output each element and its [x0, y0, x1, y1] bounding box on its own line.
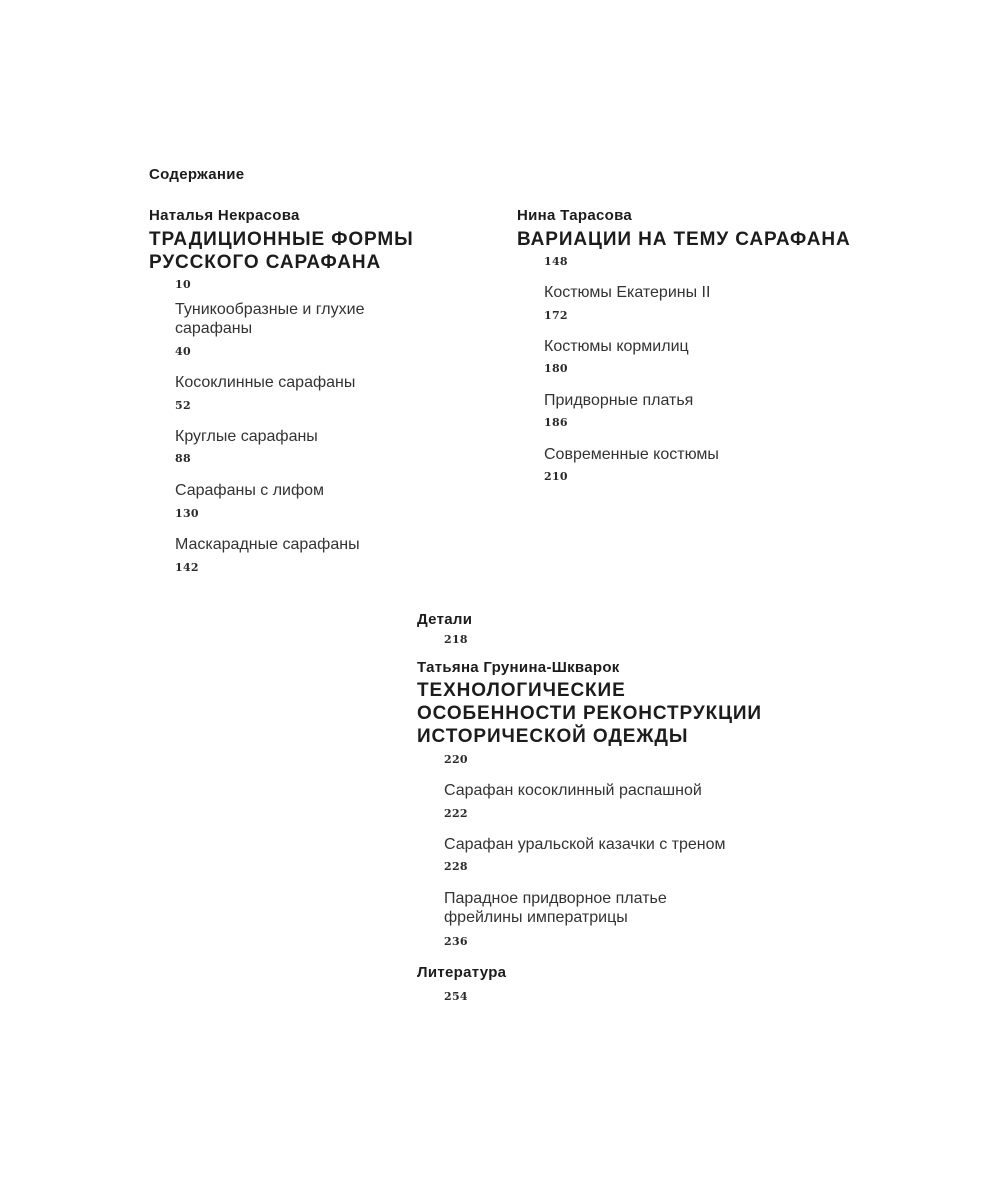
section3-title[interactable]	[417, 679, 762, 748]
section2-author: Нина Тарасова	[517, 207, 633, 224]
toc-entry-page-number: 130	[175, 507, 199, 520]
toc-entry-3-3[interactable]	[444, 889, 667, 927]
toc-entry-label: Косоклинные сарафаны	[175, 374, 356, 391]
toc-entry-page-number: 172	[544, 309, 568, 322]
section1-author: Наталья Некрасова	[149, 207, 300, 224]
literature-heading[interactable]: Литература	[417, 964, 507, 981]
toc-entry-label: Парадное придворное платье	[444, 890, 667, 907]
toc-entry-1-4[interactable]	[175, 481, 324, 500]
toc-entry-2-4[interactable]	[544, 445, 719, 464]
section1-title-line: ТРАДИЦИОННЫЕ ФОРМЫ	[149, 229, 414, 250]
toc-entry-page-number: 236	[444, 935, 468, 948]
section2-title-line: ВАРИАЦИИ НА ТЕМУ САРАФАНА	[517, 229, 851, 250]
section3-title-line: ИСТОРИЧЕСКОЙ ОДЕЖДЫ	[417, 726, 689, 747]
details-page-number: 218	[444, 633, 468, 646]
toc-entry-label: Костюмы Екатерины II	[544, 284, 711, 301]
toc-entry-label: Туникообразные и глухие	[175, 301, 365, 318]
toc-entry-page-number: 228	[444, 860, 468, 873]
section3-page-number: 220	[444, 753, 468, 766]
section2-title[interactable]	[517, 228, 851, 251]
details-heading[interactable]: Детали	[417, 611, 473, 628]
toc-entry-label: Придворные платья	[544, 392, 694, 409]
toc-entry-label: Современные костюмы	[544, 446, 719, 463]
toc-entry-page-number: 180	[544, 362, 568, 375]
toc-entry-2-2[interactable]	[544, 337, 689, 356]
toc-entry-page-number: 210	[544, 470, 568, 483]
section1-title[interactable]	[149, 228, 414, 274]
toc-entry-3-1[interactable]	[444, 781, 702, 800]
toc-entry-label: Маскарадные сарафаны	[175, 536, 360, 553]
toc-entry-1-3[interactable]	[175, 427, 318, 446]
toc-entry-label: Круглые сарафаны	[175, 428, 318, 445]
literature-page-number: 254	[444, 990, 468, 1003]
toc-entry-label: Сарафаны с лифом	[175, 482, 325, 499]
toc-entry-page-number: 52	[175, 399, 191, 412]
toc-entry-3-2[interactable]	[444, 835, 726, 854]
section2-page-number: 148	[544, 255, 568, 268]
toc-entry-label: Костюмы кормилиц	[544, 338, 689, 355]
toc-entry-1-5[interactable]	[175, 535, 360, 554]
toc-entry-2-3[interactable]	[544, 391, 693, 410]
section3-title-line: ОСОБЕННОСТИ РЕКОНСТРУКЦИИ	[417, 703, 762, 724]
toc-entry-label: сарафаны	[175, 320, 253, 337]
toc-entry-page-number: 222	[444, 807, 468, 820]
toc-entry-page-number: 40	[175, 345, 191, 358]
section1-page-number: 10	[175, 278, 191, 291]
toc-entry-page-number: 88	[175, 452, 191, 465]
page-title: Содержание	[149, 166, 245, 183]
toc-entry-label: Сарафан уральской казачки с треном	[444, 836, 726, 853]
section1-title-line: РУССКОГО САРАФАНА	[149, 252, 382, 273]
toc-entry-1-1[interactable]	[175, 300, 364, 338]
toc-entry-label: фрейлины императрицы	[444, 909, 628, 926]
toc-entry-page-number: 186	[544, 416, 568, 429]
section3-title-line: ТЕХНОЛОГИЧЕСКИЕ	[417, 680, 626, 701]
toc-entry-1-2[interactable]	[175, 373, 355, 392]
toc-entry-page-number: 142	[175, 561, 199, 574]
section3-author: Татьяна Грунина-Шкварок	[417, 659, 620, 676]
toc-entry-2-1[interactable]	[544, 283, 710, 302]
toc-entry-label: Сарафан косоклинный распашной	[444, 782, 702, 799]
